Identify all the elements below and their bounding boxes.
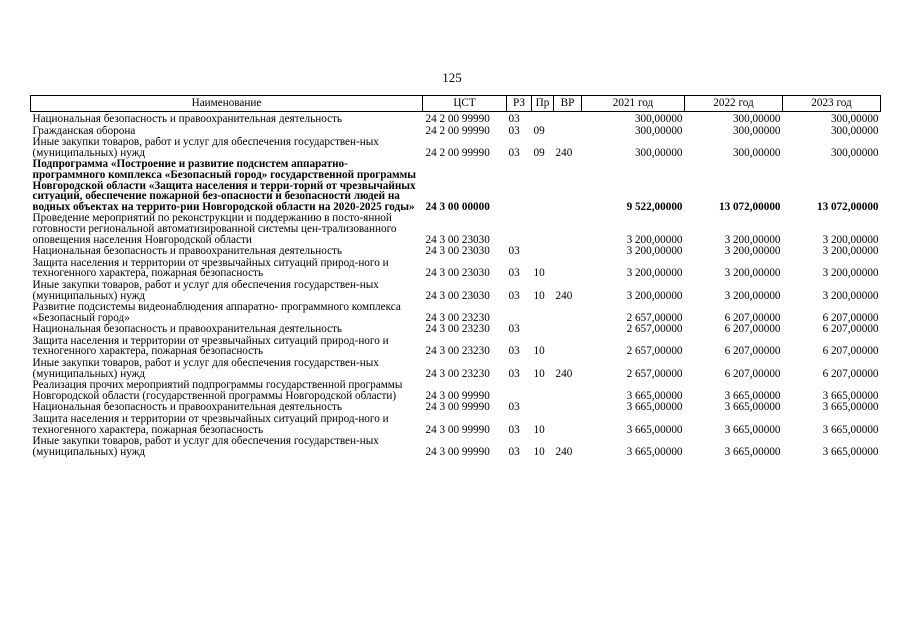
row-2023: 3 665,00000: [822, 389, 879, 402]
row-rz: 03: [508, 113, 520, 125]
table-row: [31, 324, 881, 336]
row-cst: 24 3 00 99990: [425, 423, 490, 436]
row-2023: 3 200,00000: [822, 267, 879, 280]
row-cst: 24 2 00 99990: [425, 146, 490, 159]
row-pr: 10: [533, 345, 545, 358]
header-2022: 2022 год: [685, 96, 783, 112]
header-name: Наименование: [31, 96, 423, 112]
row-cst: 24 2 00 99990: [425, 113, 490, 125]
row-vr: [554, 258, 582, 280]
row-pr: 10: [533, 423, 545, 436]
header-vr: ВР: [554, 96, 582, 112]
row-2022: 3 665,00000: [724, 423, 781, 436]
row-2022: 300,00000: [732, 113, 781, 125]
row-pr: 09: [533, 146, 545, 159]
row-vr: [554, 414, 582, 436]
row-vr: [554, 324, 582, 336]
row-rz: [507, 302, 532, 324]
row-name: Реализация прочих мероприятий подпрограммы государственной программы Новгородской области (государственной программы Новгородской области): [32, 380, 403, 402]
row-2021: 2 657,00000: [626, 311, 683, 324]
row-vr: [554, 302, 582, 324]
row-2022: 6 207,00000: [724, 345, 781, 358]
row-pr: [532, 402, 554, 414]
row-2023: 13 072,00000: [816, 200, 879, 213]
row-name: Гражданская оборона: [32, 125, 136, 137]
row-pr: 10: [533, 445, 545, 458]
row-name: Проведение мероприятий по реконструкции и поддержанию в посто-янной готовности региональной автоматизированной системы цен-трализованного оповещения населения Новгородской области: [32, 213, 397, 246]
row-rz: [507, 380, 532, 402]
row-2022: 6 207,00000: [724, 311, 781, 324]
row-name: Иные закупки товаров, работ и услуг для обеспечения государствен-ных (муниципальных) нужд: [32, 358, 379, 380]
row-name: Национальная безопасность и правоохранительная деятельность: [32, 246, 343, 258]
row-vr: [554, 336, 582, 358]
row-pr: [532, 112, 554, 126]
row-cst: 24 3 00 23030: [425, 289, 490, 302]
row-name: Иные закупки товаров, работ и услуг для обеспечения государствен-ных (муниципальных) нужд: [32, 279, 379, 302]
row-2023: 3 665,00000: [822, 402, 879, 414]
table-row: [31, 380, 881, 402]
row-rz: 03: [508, 367, 520, 380]
row-rz: [507, 159, 532, 213]
row-2022: 3 665,00000: [724, 402, 781, 414]
row-cst: 24 3 00 99990: [425, 445, 490, 458]
row-2022: 3 665,00000: [724, 445, 781, 458]
row-pr: [532, 302, 554, 324]
table-row: [31, 137, 881, 159]
row-pr: [532, 213, 554, 246]
row-2022: 3 200,00000: [724, 246, 781, 258]
row-2022: 3 200,00000: [724, 267, 781, 280]
row-cst: 24 3 00 23230: [425, 367, 490, 380]
table-row: [31, 402, 881, 414]
row-pr: 09: [533, 125, 545, 137]
row-2023: 300,00000: [830, 113, 879, 125]
row-2021: 300,00000: [634, 113, 683, 125]
row-2023: 3 200,00000: [822, 289, 879, 302]
table-header-row: [31, 96, 881, 112]
row-name: Защита населения и территории от чрезвычайных ситуаций природ-ного и техногенного характера, пожарная безопасность: [32, 414, 389, 436]
header-rz: РЗ: [507, 96, 532, 112]
row-vr: [554, 126, 582, 138]
row-vr: [554, 402, 582, 414]
row-rz: [507, 213, 532, 246]
row-2023: 6 207,00000: [822, 311, 879, 324]
row-2022: 3 200,00000: [724, 289, 781, 302]
row-2022: 3 665,00000: [724, 389, 781, 402]
row-vr: [554, 246, 582, 258]
row-2021: 3 200,00000: [626, 246, 683, 258]
row-rz: 03: [508, 125, 520, 137]
row-vr: 240: [555, 289, 573, 302]
row-vr: 240: [555, 146, 573, 159]
row-2021: 2 657,00000: [626, 367, 683, 380]
row-cst: 24 3 00 23030: [425, 267, 490, 280]
row-pr: [532, 324, 554, 336]
row-2023: 3 200,00000: [822, 246, 879, 258]
row-2023: 3 665,00000: [822, 423, 879, 436]
row-2022: 6 207,00000: [724, 324, 781, 336]
table-row: [31, 336, 881, 358]
row-name: Иные закупки товаров, работ и услуг для обеспечения государствен-ных (муниципальных) нужд: [32, 137, 379, 159]
row-2022: 300,00000: [732, 125, 781, 137]
row-name: Национальная безопасность и правоохранительная деятельность: [32, 113, 343, 125]
row-name: Развитие подсистемы видеонаблюдения аппаратно- программного комплекса «Безопасный город»: [32, 302, 401, 324]
row-name: Национальная безопасность и правоохранительная деятельность: [32, 324, 343, 336]
row-2021: 3 200,00000: [626, 289, 683, 302]
row-pr: [532, 159, 554, 213]
row-rz: 03: [508, 402, 520, 414]
row-2023: 6 207,00000: [822, 345, 879, 358]
row-vr: [554, 159, 582, 213]
header-2021: 2021 год: [582, 96, 685, 112]
row-rz: 03: [508, 345, 520, 358]
row-2021: 9 522,00000: [626, 200, 683, 213]
row-name: Защита населения и территории от чрезвычайных ситуаций природ-ного и техногенного характера, пожарная безопасность: [32, 257, 389, 280]
row-pr: [532, 380, 554, 402]
row-2023: 300,00000: [830, 146, 879, 159]
row-2021: 300,00000: [634, 125, 683, 137]
row-pr: 10: [533, 289, 545, 302]
row-cst: 24 3 00 23230: [425, 311, 490, 324]
row-cst: 24 3 00 23030: [425, 233, 490, 246]
table-row: [31, 159, 881, 213]
row-2023: 3 200,00000: [822, 233, 879, 246]
table-row: [31, 246, 881, 258]
row-2021: 3 665,00000: [626, 402, 683, 414]
row-2022: 6 207,00000: [724, 367, 781, 380]
row-rz: 03: [508, 423, 520, 436]
row-vr: [554, 380, 582, 402]
row-rz: 03: [508, 146, 520, 159]
table-body: [31, 112, 881, 459]
row-2021: 3 665,00000: [626, 389, 683, 402]
table-row: [31, 358, 881, 380]
row-name: Подпрограмма «Построение и развитие подсистем аппаратно-программного комплекса «Безопасный город» государственной программы Новгородской области «Защита населения и терри-торий от чрезвычайных ситуаций, обеспечение пожарной без-опасности и безопасности людей на водных объектах на террито-рии Новгородской области на 2020-2025 годы»: [32, 159, 417, 213]
budget-table: [30, 95, 881, 458]
header-2023: 2023 год: [783, 96, 881, 112]
row-rz: 03: [508, 445, 520, 458]
row-2022: 300,00000: [732, 146, 781, 159]
row-rz: 03: [508, 289, 520, 302]
table-row: [31, 213, 881, 246]
row-vr: 240: [555, 367, 573, 380]
row-2023: 6 207,00000: [822, 324, 879, 336]
row-vr: 240: [555, 445, 573, 458]
row-cst: 24 2 00 99990: [425, 125, 490, 137]
header-pr: Пр: [532, 96, 554, 112]
row-cst: 24 3 00 23030: [425, 246, 490, 258]
row-rz: 03: [508, 246, 520, 258]
row-2021: 3 665,00000: [626, 423, 683, 436]
row-pr: 10: [533, 267, 545, 280]
row-name: Защита населения и территории от чрезвычайных ситуаций природ-ного и техногенного характера, пожарная безопасность: [32, 335, 389, 358]
row-cst: 24 3 00 23230: [425, 345, 490, 358]
row-name: Иные закупки товаров, работ и услуг для обеспечения государствен-ных (муниципальных) нужд: [32, 436, 379, 458]
row-2021: 2 657,00000: [626, 324, 683, 336]
row-pr: 10: [533, 367, 545, 380]
table-row: [31, 280, 881, 302]
table-row: [31, 112, 881, 126]
header-cst: ЦСТ: [423, 96, 507, 112]
row-cst: 24 3 00 23230: [425, 324, 490, 336]
row-2021: 300,00000: [634, 146, 683, 159]
row-2021: 3 200,00000: [626, 267, 683, 280]
row-rz: 03: [508, 324, 520, 336]
row-2023: 6 207,00000: [822, 367, 879, 380]
table-row: [31, 258, 881, 280]
row-2022: 13 072,00000: [718, 200, 781, 213]
table-row: [31, 302, 881, 324]
row-pr: [532, 246, 554, 258]
row-2023: 3 665,00000: [822, 445, 879, 458]
table-row: [31, 436, 881, 458]
row-name: Национальная безопасность и правоохранительная деятельность: [32, 402, 343, 414]
row-vr: [554, 213, 582, 246]
row-2021: 3 665,00000: [626, 445, 683, 458]
table-row: [31, 414, 881, 436]
row-vr: [554, 112, 582, 126]
row-2022: 3 200,00000: [724, 233, 781, 246]
row-cst: 24 3 00 00000: [425, 200, 490, 213]
row-2021: 3 200,00000: [626, 233, 683, 246]
page-number: 125: [442, 70, 462, 85]
row-cst: 24 3 00 99990: [425, 389, 490, 402]
row-2021: 2 657,00000: [626, 345, 683, 358]
table-row: [31, 126, 881, 138]
row-2023: 300,00000: [830, 125, 879, 137]
row-cst: 24 3 00 99990: [425, 402, 490, 414]
row-rz: 03: [508, 267, 520, 280]
